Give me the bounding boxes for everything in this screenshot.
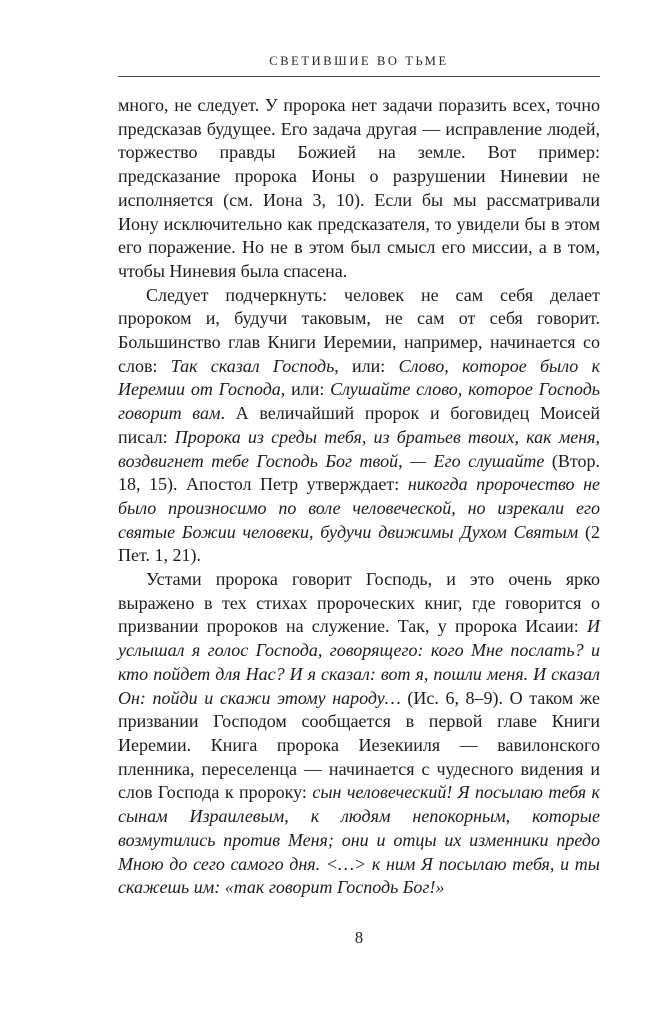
quote-text: Пророка из среды тебя, из братьев твоих, как меня, воздвигнет тебе Господь Бог твой, — Его слушайте — [118, 426, 600, 471]
body-run: (2 Пет. 1, 21). — [118, 521, 600, 566]
quote-text: Слушайте слово, которое Господь говорит вам — [118, 379, 600, 424]
quote-text: Так сказал Господь — [170, 355, 335, 376]
body-run: , или: — [334, 355, 399, 376]
running-header-title: СВЕТИВШИЕ ВО ТЬМЕ — [269, 54, 449, 68]
quote-text: никогда пророчество не было произносимо по воле человеческой, но изрекали его святые Божии человеки, будучи движимы Духом Святым — [118, 474, 601, 542]
body-run: Следует подчеркнуть: человек не сам себя делает пророком и, будучи таковым, не сам от себя говорит. Большинство глав Книги Иеремии, например, начинается со слов: — [118, 284, 600, 376]
header-rule — [118, 76, 600, 77]
page-header — [0, 0, 661, 77]
body-run: (Втор. 18, 15). Апостол Петр утверждает: — [118, 450, 600, 495]
body-run: Устами пророка говорит Господь, и это очень ярко выражено в тех стихах пророческих книг, где говорится о призвании пророков на служение. Так, у пророка Исаии: — [118, 569, 600, 637]
body-run: много, не следует. У пророка нет задачи поразить всех, точно предсказав будущее. Его задача другая — исправление людей, торжество правды Божией на земле. Вот пример: предсказание пророка Ионы о разрушении Ниневии не исполняется (см. Иона 3, 10). Если бы мы рассматривали Иону исключительно как предсказателя, то увидели бы в этом его поражение. Но не в этом был смысл его миссии, а в том, чтобы Ниневия была спасена. — [118, 95, 600, 281]
body-run: (Ис. 6, 8–9). О таком же призвании Господом сообщается в первой главе Книги Иеремии. Книга пророка Иезекииля — вавилонского пленника, переселенца — начинается с чудесного видения и слов Господа к пророку: — [118, 687, 600, 803]
body-text — [118, 94, 600, 900]
quote-text: сын человеческий! Я посылаю тебя к сынам Израилевым, к людям непокорным, которые возмутились против Меня; они и отцы их изменники предо Мною до сего самого дня. <…> к ним Я посылаю тебя, и ты скажешь им: «так говорит Господь Бог!» — [118, 782, 600, 898]
quote-text: Слово, которое было к Иеремии от Господа — [118, 355, 600, 400]
paragraph — [118, 94, 600, 284]
paragraph — [118, 284, 600, 568]
body-run: . А величайший пророк и боговидец Моисей писал: — [118, 403, 600, 447]
quote-text: И услышал я голос Господа, говорящего: кого Мне послать? и кто пойдет для Нас? И я сказал: вот я, пошли меня. И сказал Он: пойди и скажи этому народу… — [118, 616, 600, 708]
body-run: , или: — [280, 379, 331, 400]
paragraph — [118, 568, 600, 900]
page-number: 8 — [354, 928, 364, 947]
